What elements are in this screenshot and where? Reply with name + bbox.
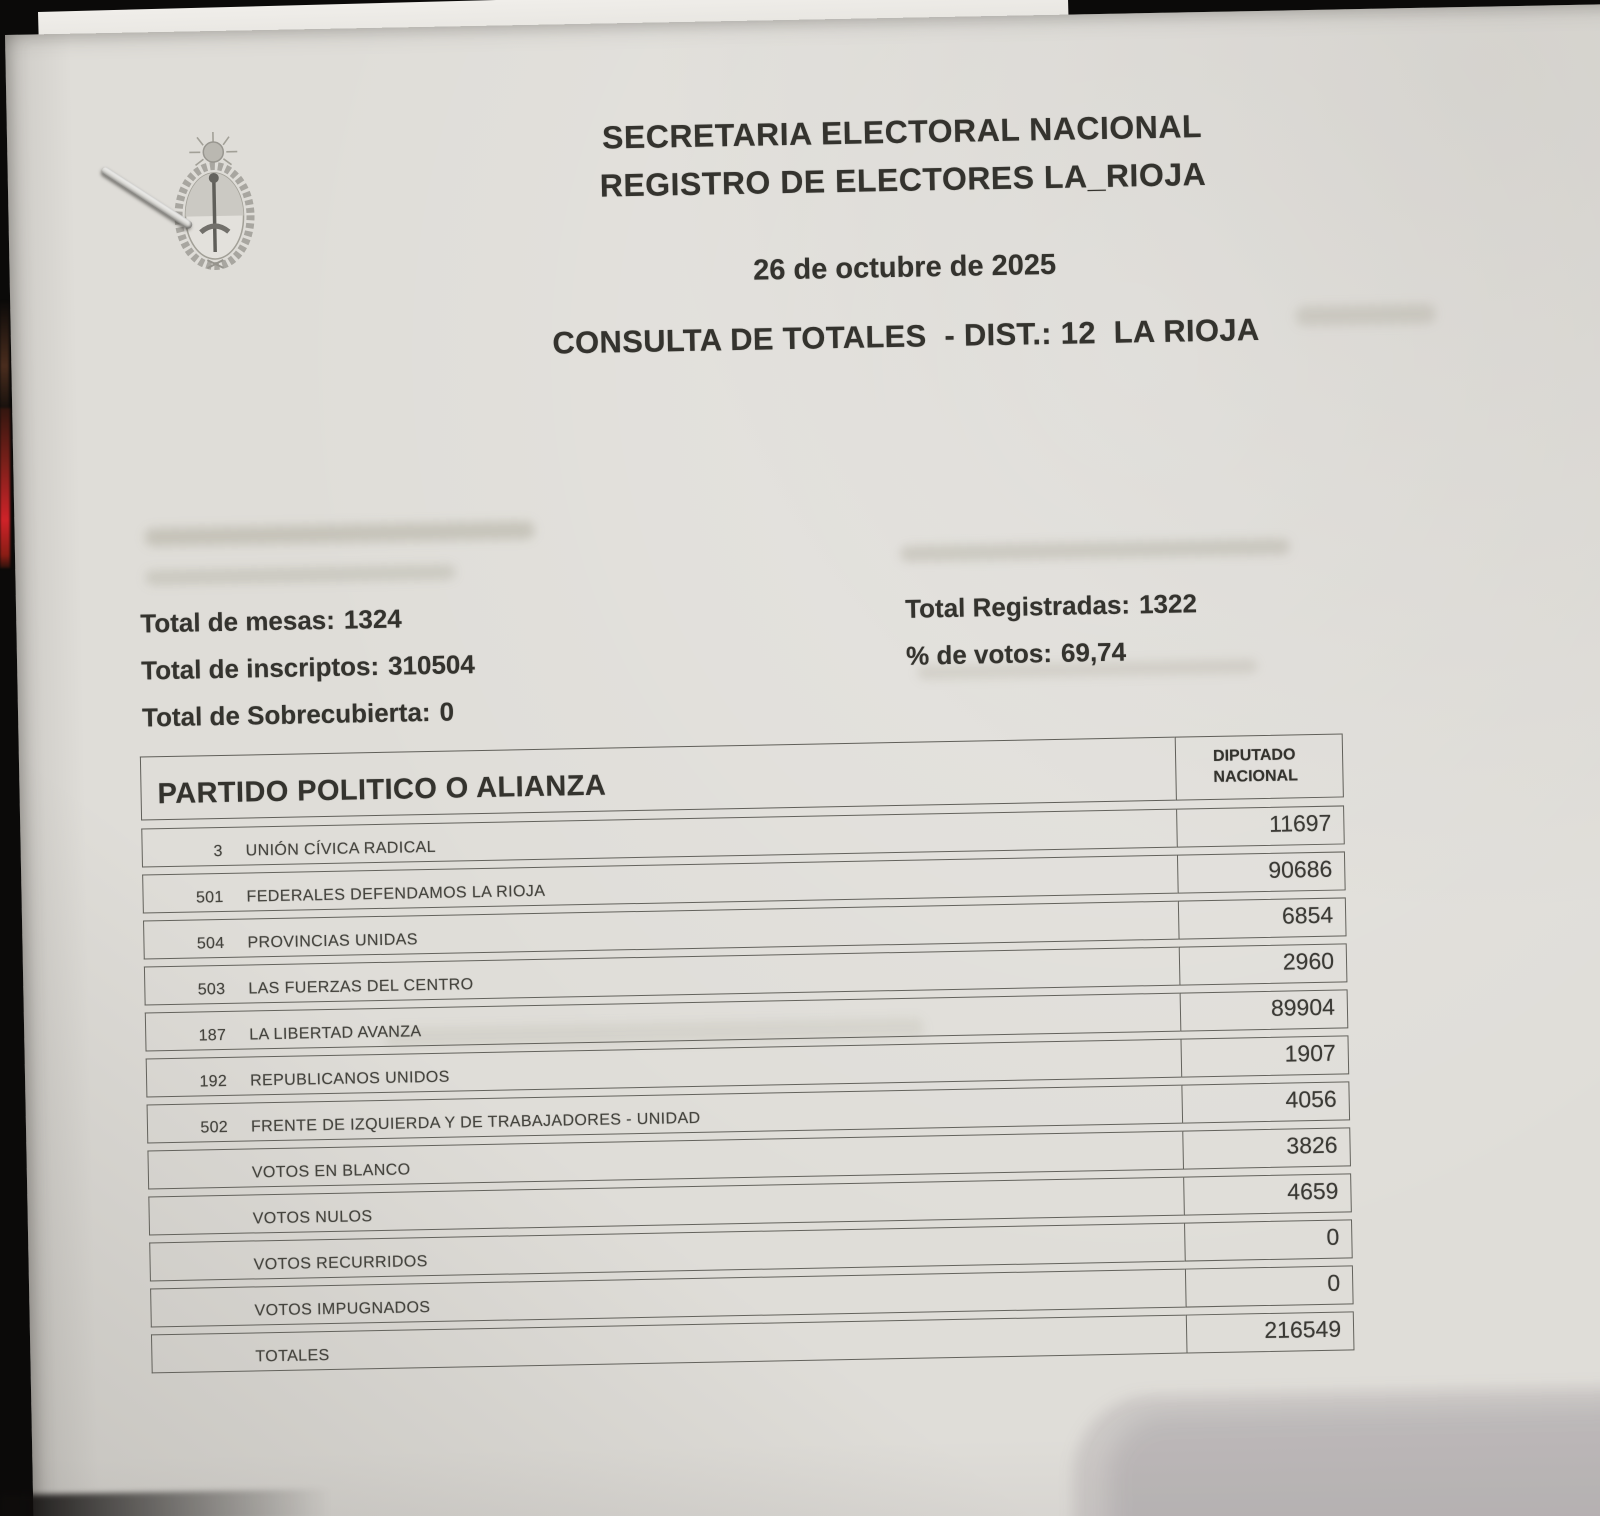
party-code: 502: [200, 1118, 229, 1137]
party-name: PROVINCIAS UNIDAS: [247, 931, 418, 952]
party-code: [149, 1183, 229, 1185]
party-name: LA LIBERTAD AVANZA: [249, 1023, 422, 1044]
party-name: VOTOS IMPUGNADOS: [254, 1299, 431, 1320]
total-inscriptos: Total de inscriptos: 310504: [140, 649, 476, 686]
document-page: [5, 3, 1600, 1516]
votes-cell: 216549: [1186, 1311, 1355, 1353]
summary-right: [905, 575, 1467, 680]
votes-cell: 89904: [1180, 989, 1349, 1031]
votes-cell: 90686: [1177, 851, 1346, 893]
coat-of-arms-icon: [167, 127, 262, 279]
votes-cell: 1907: [1180, 1035, 1349, 1077]
document-title-line2: REGISTRO DE ELECTORES LA_RIOJA: [599, 155, 1207, 204]
votes-cell: 0: [1185, 1265, 1354, 1307]
total-sobrecubierta: Total de Sobrecubierta: 0: [141, 696, 455, 733]
document-title-line1: SECRETARIA ELECTORAL NACIONAL: [601, 108, 1203, 156]
document-header: [257, 95, 1549, 216]
background-object-sliver: [0, 300, 9, 420]
red-object-sliver: [0, 408, 10, 568]
party-name: UNIÓN CÍVICA RADICAL: [245, 838, 437, 860]
party-code: [150, 1229, 230, 1231]
party-name: FRENTE DE IZQUIERDA Y DE TRABAJADORES - UNIDAD: [250, 1109, 701, 1136]
party-code: [152, 1321, 232, 1323]
party-code: 3: [213, 842, 223, 861]
party-code: 187: [198, 1026, 227, 1045]
document-subtitle: CONSULTA DE TOTALES - DIST.: 12 LA RIOJA: [552, 311, 1260, 361]
party-name: TOTALES: [255, 1347, 330, 1366]
document-date: 26 de octubre de 2025: [752, 248, 1057, 287]
column-header-diputado-nacional: DIPUTADO NACIONAL: [1175, 733, 1344, 800]
votes-cell: 4659: [1183, 1173, 1352, 1215]
party-name: VOTOS NULOS: [252, 1208, 373, 1228]
party-code: [151, 1275, 231, 1277]
total-mesas: Total de mesas: 1324: [140, 603, 403, 639]
party-code: [153, 1367, 233, 1369]
party-code: 192: [199, 1072, 228, 1091]
summary-left: [140, 588, 783, 741]
total-registradas: Total Registradas: 1322: [904, 588, 1198, 624]
party-name: VOTOS RECURRIDOS: [253, 1253, 428, 1274]
votes-cell: 2960: [1179, 943, 1348, 985]
ink-bleed-smudge: [145, 564, 455, 585]
party-name: LAS FUERZAS DEL CENTRO: [248, 976, 474, 998]
votes-cell: 3826: [1182, 1127, 1351, 1169]
ink-bleed-smudge: [900, 538, 1290, 561]
party-name: FEDERALES DEFENDAMOS LA RIOJA: [246, 882, 546, 906]
column-header-partido: PARTIDO POLITICO O ALIANZA: [140, 737, 1176, 821]
votes-cell: 0: [1184, 1219, 1353, 1261]
party-code: 504: [196, 934, 225, 953]
ink-bleed-smudge: [144, 521, 534, 546]
party-name: REPUBLICANOS UNIDOS: [249, 1068, 450, 1090]
object-shadow: [1107, 1404, 1600, 1516]
porcentaje-votos: % de votos: 69,74: [905, 636, 1127, 671]
party-code: 501: [195, 888, 224, 907]
party-code: 503: [197, 980, 226, 999]
party-name: VOTOS EN BLANCO: [251, 1161, 411, 1182]
votes-cell: 6854: [1178, 897, 1347, 939]
votes-cell: 11697: [1176, 805, 1345, 847]
table-header-row: [140, 733, 1344, 820]
votes-cell: 4056: [1181, 1081, 1350, 1123]
